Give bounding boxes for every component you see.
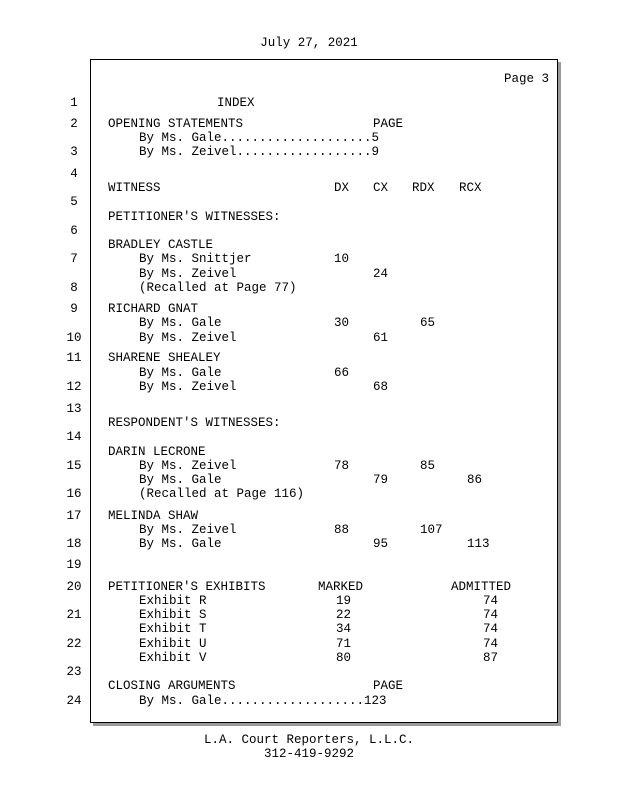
dx-value: 88 [334,523,350,537]
exhibit-marked: 34 [336,622,352,636]
exhibit-admitted: 74 [483,622,499,636]
examiner: By Ms. Snittjer [139,252,252,266]
exhibit-marked: 19 [336,594,352,608]
line-number: 2 [70,117,78,131]
line-number: 20 [66,580,82,594]
line-number: 7 [70,252,78,266]
witness-name: SHARENE SHEALEY [108,351,221,365]
cx-heading: CX [373,181,389,195]
exhibit-name: Exhibit T [139,622,207,636]
line-number: 3 [70,145,78,159]
rcx-value: 86 [467,473,483,487]
line-number: 23 [66,665,82,679]
witness-name: DARIN LECRONE [108,445,206,459]
line-number: 17 [66,509,82,523]
exhibit-name: Exhibit U [139,637,207,651]
line-number: 4 [70,167,78,181]
cx-value: 61 [373,331,389,345]
recalled-note: (Recalled at Page 77) [139,281,297,295]
dx-value: 30 [334,316,350,330]
exhibits-heading: PETITIONER'S EXHIBITS [108,580,266,594]
exhibit-marked: 22 [336,608,352,622]
exhibit-name: Exhibit R [139,594,207,608]
cx-value: 79 [373,473,389,487]
examiner: By Ms. Zeivel [139,267,237,281]
closing-page-heading: PAGE [373,679,404,693]
examiner: By Ms. Zeivel [139,523,237,537]
closing-gale: By Ms. Gale...................123 [139,694,387,708]
respondents-witnesses-heading: RESPONDENT'S WITNESSES: [108,416,281,430]
dx-value: 10 [334,252,350,266]
line-number: 22 [66,637,82,651]
footer-company: L.A. Court Reporters, L.L.C. [203,733,415,747]
line-number: 18 [66,537,82,551]
page-column-heading: PAGE [373,117,404,131]
examiner: By Ms. Gale [139,316,222,330]
exhibit-name: Exhibit V [139,651,207,665]
line-number: 14 [66,430,82,444]
admitted-heading: ADMITTED [451,580,512,594]
line-number: 5 [70,195,78,209]
exhibit-admitted: 74 [483,594,499,608]
line-number: 10 [66,331,82,345]
petitioners-witnesses-heading: PETITIONER'S WITNESSES: [108,210,281,224]
exhibit-admitted: 74 [483,637,499,651]
cx-value: 24 [373,267,389,281]
rdx-value: 85 [420,459,436,473]
header-date: July 27, 2021 [260,36,358,50]
rcx-heading: RCX [459,181,482,195]
page-number: Page 3 [503,72,549,86]
opening-gale: By Ms. Gale....................5 [139,131,380,145]
exhibit-admitted: 74 [483,608,499,622]
line-number: 1 [70,96,78,110]
opening-statements-heading: OPENING STATEMENTS [108,117,244,131]
line-number: 6 [70,224,78,238]
cx-value: 68 [373,380,389,394]
marked-heading: MARKED [318,580,364,594]
witness-name: BRADLEY CASTLE [108,238,214,252]
line-number: 12 [66,380,82,394]
exhibit-admitted: 87 [483,651,499,665]
recalled-note: (Recalled at Page 116) [139,487,305,501]
line-number: 21 [66,608,82,622]
dx-value: 66 [334,366,350,380]
dx-heading: DX [334,181,350,195]
rdx-heading: RDX [412,181,435,195]
line-number: 9 [70,302,78,316]
examiner: By Ms. Gale [139,537,222,551]
line-number: 24 [66,694,82,708]
examiner: By Ms. Zeivel [139,459,237,473]
line-number: 13 [66,402,82,416]
index-title: INDEX [217,96,255,110]
examiner: By Ms. Gale [139,366,222,380]
rdx-value: 107 [420,523,443,537]
footer-phone: 312-419-9292 [263,747,354,761]
exhibit-marked: 80 [336,651,352,665]
opening-zeivel: By Ms. Zeivel..................9 [139,145,380,159]
line-number: 8 [70,281,78,295]
exhibit-name: Exhibit S [139,608,207,622]
line-number: 11 [66,351,82,365]
rdx-value: 65 [420,316,436,330]
closing-arguments-heading: CLOSING ARGUMENTS [108,679,236,693]
rcx-value: 113 [467,537,490,551]
cx-value: 95 [373,537,389,551]
dx-value: 78 [334,459,350,473]
examiner: By Ms. Gale [139,473,222,487]
exhibit-marked: 71 [336,637,352,651]
line-number: 16 [66,487,82,501]
examiner: By Ms. Zeivel [139,331,237,345]
line-number: 15 [66,459,82,473]
examiner: By Ms. Zeivel [139,380,237,394]
witness-heading: WITNESS [108,181,161,195]
witness-name: MELINDA SHAW [108,509,199,523]
witness-name: RICHARD GNAT [108,302,199,316]
line-number: 19 [66,558,82,572]
